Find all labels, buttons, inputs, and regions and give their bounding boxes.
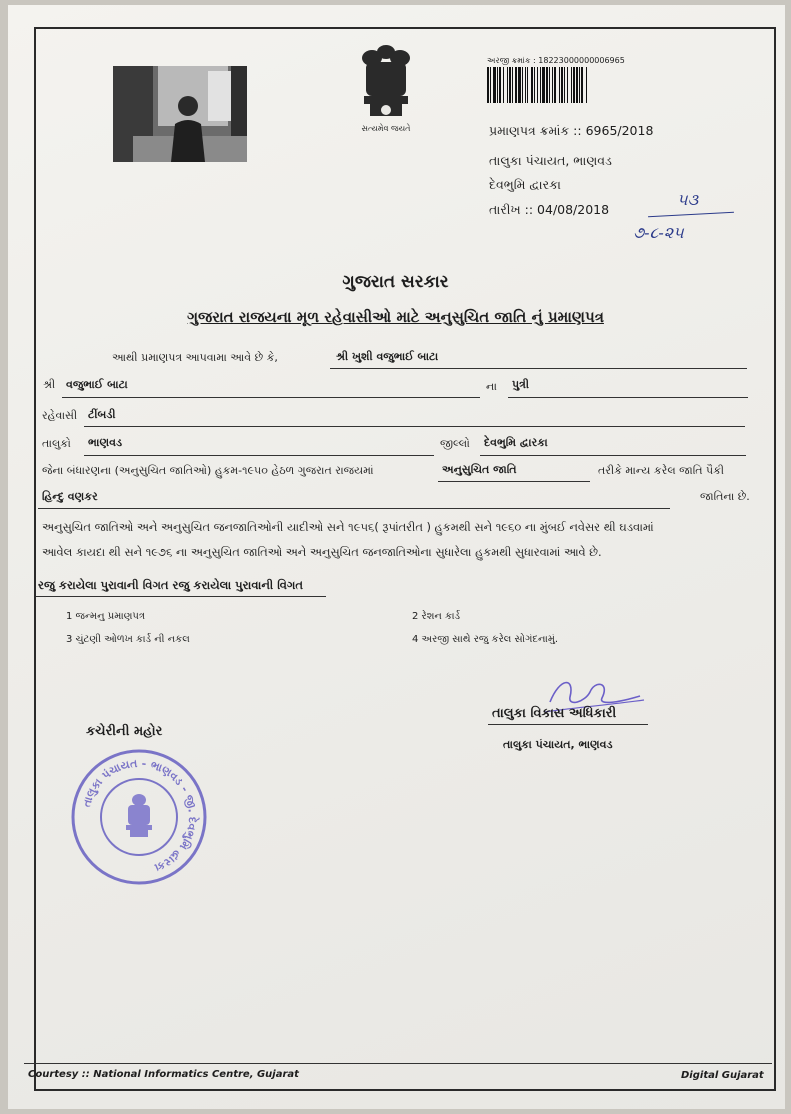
shri-label: શ્રી [43, 378, 56, 391]
constitution-text: જેના બંધારણના (અનુસુચિત જાતિઓ) હુકમ-૧૯૫૦ હેઠળ ગુજરાત રાજયમાં [42, 464, 374, 477]
footer-courtesy: Courtesy :: National Informatics Centre, Gujarat [28, 1069, 299, 1080]
office-seal-stamp [68, 746, 210, 892]
certificate-title [0, 308, 791, 326]
seal-text: તાલુકા પંચાયત - ભાણવડ - જી. દેવભુમિ દ્વારકા [80, 756, 200, 875]
district-value: દેવભુમિ દ્વારકા [484, 436, 548, 449]
resident-place: ટીંબડી [88, 408, 116, 421]
legal-paragraph-line-1: અનુસુચિત જાતિઓ અને અનુસુચિત જનજાતિઓની યાદીઓ સને ૧૯૫૬( રૂપાંતરીત ) હુકમથી સને ૧૯૬૦ ના મુંબઈ નવેસર થી ઘડવામાં [42, 520, 654, 534]
barcode [487, 67, 653, 103]
parent-name: વજુભાઈ બાટા [66, 378, 128, 391]
officer-office: તાલુકા પંચાયત, ભાણવડ [503, 738, 613, 751]
documents-heading: રજુ કરાયેલા પુરાવાની વિગત રજુ કરાયેલા પુરાવાની વિગત [38, 578, 303, 592]
na-label: ના [486, 380, 497, 393]
taluka-label: તાલુકો [42, 437, 71, 450]
government-heading: ગુજરાત સરકાર [342, 272, 449, 292]
legal-paragraph [42, 515, 762, 565]
document-item-2: 2 રેશન કાર્ડ [412, 611, 461, 622]
district-label: જીલ્લો [440, 437, 470, 450]
document-item-4: 4 અરજી સાથે રજુ કરેલ સોગંદનામું. [412, 634, 559, 645]
footer-divider [24, 1063, 772, 1064]
handwritten-date: ૭-૮-૨૫ [633, 223, 684, 242]
officer-title: તાલુકા વિકાસ અધિકારી [492, 706, 617, 721]
resident-label: રહેવાસી [42, 409, 78, 422]
taluka-value: ભાણવડ [88, 436, 122, 449]
applicant-photo [113, 66, 247, 162]
document-item-3: 3 ચુંટણી ઓળખ કાર્ડ ની નકલ [66, 634, 190, 645]
documents-heading-line [36, 596, 326, 597]
issue-date: તારીખ :: 04/08/2018 [489, 202, 610, 217]
recognized-text: તરીકે માન્ય કરેલ જાતિ પૈકી [598, 464, 725, 477]
resident-line [84, 426, 745, 427]
holder-name-line [330, 368, 747, 369]
state-emblem-icon [352, 44, 420, 136]
office-seal-label: કચેરીની મહોર [86, 724, 163, 739]
category-value: અનુસુચિત જાતિ [442, 463, 517, 476]
issuing-office: તાલુકા પંચાયત, ભાણવડ [489, 153, 612, 168]
intro-label: આથી પ્રમાણપત્ર આપવામા આવે છે કે, [112, 351, 278, 364]
certificate-number: પ્રમાણપત્ર ક્રમાંક :: 6965/2018 [489, 123, 654, 138]
certificate-title-text: ગુજરાત રાજયના મૂળ રહેવાસીઓ માટે અનુસુચિત જાતિ નું પ્રમાણપત્ર [187, 308, 604, 326]
document-item-1: 1 જન્મનુ પ્રમાણપત્ર [66, 611, 146, 622]
taluka-line [84, 455, 434, 456]
issuing-district: દેવભુમિ દ્વારકા [489, 177, 561, 192]
caste-suffix: જાતિના છે. [700, 490, 750, 503]
relation: પુત્રી [512, 378, 530, 391]
caste-value: હિન્દુ વણકર [42, 490, 98, 503]
officer-title-line [488, 724, 648, 725]
district-line [480, 455, 746, 456]
application-number: અરજી ક્રમાંક : 18223000000006965 [487, 56, 625, 65]
parent-name-line [62, 397, 480, 398]
category-line [438, 481, 590, 482]
holder-name: શ્રી ખુશી વજુભાઈ બાટા [336, 350, 439, 363]
footer-brand: Digital Gujarat [681, 1070, 764, 1081]
caste-line [38, 508, 670, 509]
emblem-motto: સત્યમેવ જયતે [361, 124, 411, 133]
legal-paragraph-line-2: આવેલ કાયદા થી સને ૧૯૭૬ ના અનુસુચિત જાતિઓ અને અનુસુચિત જનજાતિઓના સુધારેલા હુકમથી સુધારવામાં આવે છે. [42, 545, 602, 559]
handwritten-number: ૫૩ [677, 190, 699, 209]
relation-line [508, 397, 748, 398]
